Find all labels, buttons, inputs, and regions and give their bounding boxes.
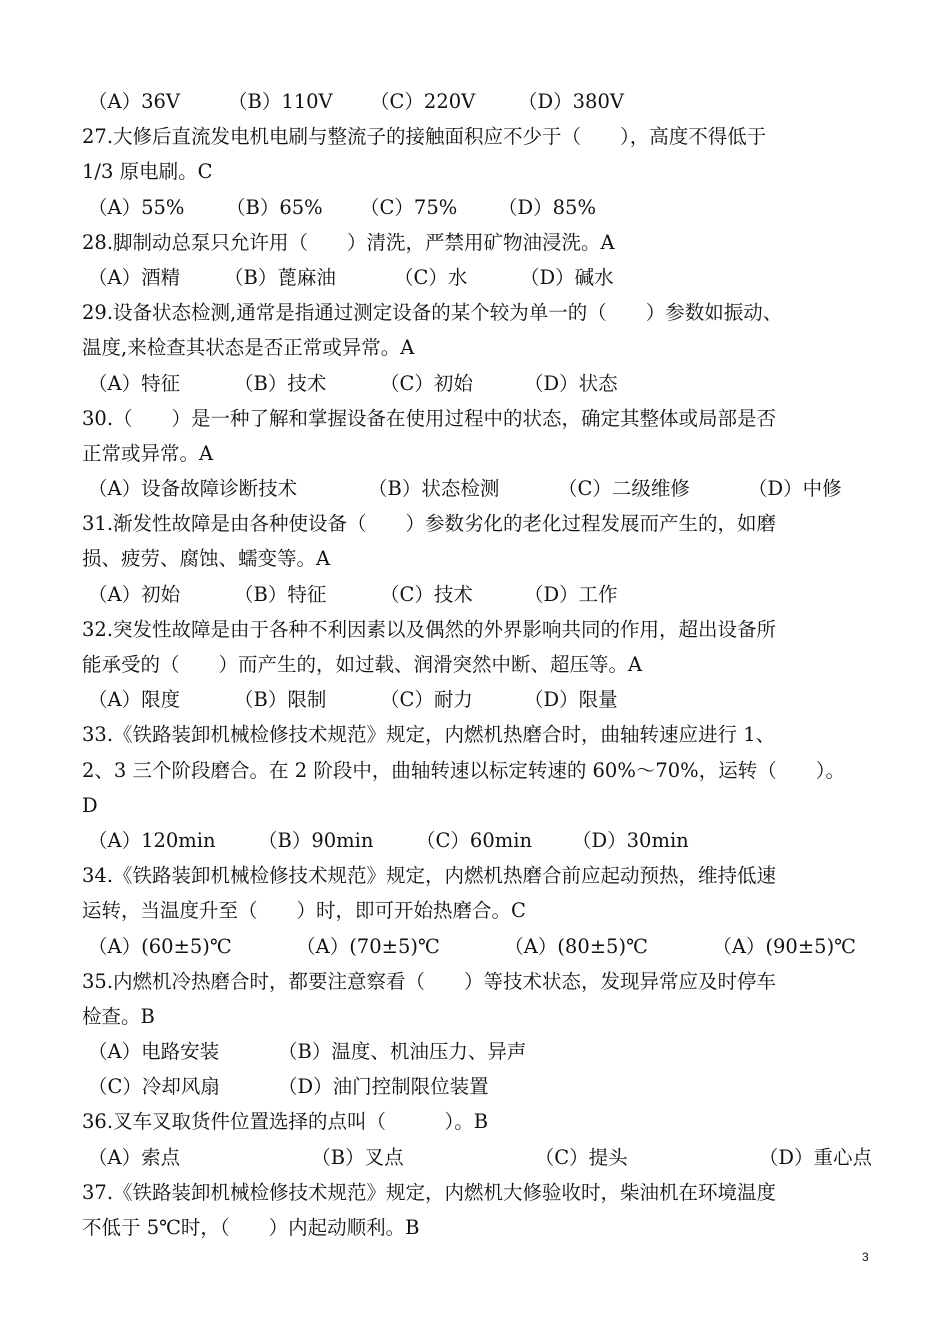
option-item: （B）叉点 [311, 1145, 404, 1169]
options-row [82, 682, 872, 717]
options-row [82, 84, 872, 119]
options-row [82, 1140, 872, 1175]
option-item: （D）限量 [524, 688, 618, 712]
question-line: 正常或异常。A [82, 441, 214, 465]
options-row [82, 1069, 872, 1104]
question-line: 29.设备状态检测,通常是指通过测定设备的某个较为单一的（ ）参数如振动、 [82, 301, 783, 325]
options-row [82, 190, 872, 225]
option-item: （A）设备故障诊断技术 [88, 477, 298, 501]
option-item: （C）水 [394, 265, 468, 289]
question-line: 31.渐发性故障是由各种使设备（ ）参数劣化的老化过程发展而产生的，如磨 [82, 512, 777, 536]
option-item: （B）温度、机油压力、异声 [278, 1040, 527, 1064]
question-line: 损、疲劳、腐蚀、蠕变等。A [82, 547, 331, 571]
options-row [82, 577, 872, 612]
option-item: （A）初始 [88, 582, 181, 606]
option-item: （B）110V [228, 90, 333, 113]
option-item: （A）索点 [88, 1145, 181, 1169]
option-item: （A）电路安装 [88, 1040, 220, 1064]
question-line: 35.内燃机冷热磨合时，都要注意察看（ ）等技术状态，发现异常应及时停车 [82, 969, 777, 993]
option-item: （C）提头 [534, 1145, 628, 1169]
option-item: （A）36V [88, 90, 180, 113]
question-line: 2、3 三个阶段磨合。在 2 阶段中，曲轴转速以标定转速的 60%～70%，运转（ ）。 [82, 758, 845, 782]
option-item: （C）耐力 [380, 688, 473, 712]
document-body [82, 84, 872, 1245]
option-item: （D）状态 [524, 371, 618, 395]
option-item: （B）特征 [234, 582, 327, 606]
option-item: （B）65% [226, 195, 323, 219]
question-line: 34.《铁路装卸机械检修技术规范》规定，内燃机热磨合前应起动预热，维持低速 [82, 864, 777, 888]
option-item: （A）(90±5)℃ [712, 934, 856, 958]
option-item: （D）中修 [748, 477, 842, 501]
question-line: 运转，当温度升至（ ）时，即可开始热磨合。C [82, 899, 526, 923]
question-line: 1/3 原电刷。C [82, 160, 213, 184]
option-item: （D）工作 [524, 582, 618, 606]
option-item: （A）特征 [88, 371, 181, 395]
option-item: （A）(60±5)℃ [88, 934, 232, 958]
question-line: 36.叉车叉取货件位置选择的点叫（ ）。B [82, 1110, 489, 1134]
option-item: （A）酒精 [88, 265, 181, 289]
question-line: 37.《铁路装卸机械检修技术规范》规定，内燃机大修验收时，柴油机在环境温度 [82, 1180, 777, 1204]
options-row [82, 471, 872, 506]
question-line: 能承受的（ ）而产生的，如过载、润滑突然中断、超压等。A [82, 653, 643, 676]
option-item: （A）(70±5)℃ [296, 934, 440, 958]
option-item: （D）重心点 [758, 1145, 872, 1169]
question-line: 27.大修后直流发电机电刷与整流子的接触面积应不少于（ ），高度不得低于 [82, 125, 767, 149]
option-item: （C）220V [370, 90, 476, 113]
option-item: （D）85% [498, 195, 596, 219]
option-item: （B）状态检测 [368, 477, 500, 501]
option-item: （D）油门控制限位装置 [278, 1075, 489, 1099]
options-row [82, 823, 872, 858]
option-item: （D）380V [518, 90, 624, 113]
question-line: 28.脚制动总泵只允许用（ ）清洗，严禁用矿物油浸洗。A [82, 230, 615, 254]
option-item: （C）75% [360, 195, 458, 219]
option-item: （C）二级维修 [558, 477, 690, 501]
option-item: （D）30min [572, 828, 689, 852]
question-line: 32.突发性故障是由于各种不利因素以及偶然的外界影响共同的作用，超出设备所 [82, 617, 777, 641]
option-item: （B）90min [258, 828, 374, 852]
option-item: （B）限制 [234, 688, 327, 712]
option-item: （A）(80±5)℃ [504, 934, 648, 958]
options-row [82, 366, 872, 401]
options-row [82, 1034, 872, 1069]
question-line: 不低于 5℃时，（ ）内起动顺利。B [82, 1216, 420, 1239]
option-item: （C）冷却风扇 [88, 1075, 220, 1099]
options-row [82, 260, 872, 295]
option-item: （C）初始 [380, 371, 473, 395]
question-line: 33.《铁路装卸机械检修技术规范》规定，内燃机热磨合时，曲轴转速应进行 1、 [82, 723, 776, 747]
option-item: （A）120min [88, 828, 216, 852]
option-item: （D）碱水 [520, 265, 614, 289]
question-line: 检查。B [82, 1004, 155, 1028]
option-item: （C）60min [416, 828, 533, 852]
option-item: （A）55% [88, 195, 185, 219]
option-item: （B）蓖麻油 [224, 265, 336, 289]
option-item: （A）限度 [88, 688, 181, 712]
page-number: 3 [862, 1250, 869, 1264]
question-line: 30.（ ）是一种了解和掌握设备在使用过程中的状态，确定其整体或局部是否 [82, 406, 777, 430]
option-item: （C）技术 [380, 582, 473, 606]
question-line: 温度,来检查其状态是否正常或异常。A [82, 336, 415, 360]
options-row [82, 929, 872, 964]
option-item: （B）技术 [234, 371, 327, 395]
question-line: D [82, 793, 98, 817]
